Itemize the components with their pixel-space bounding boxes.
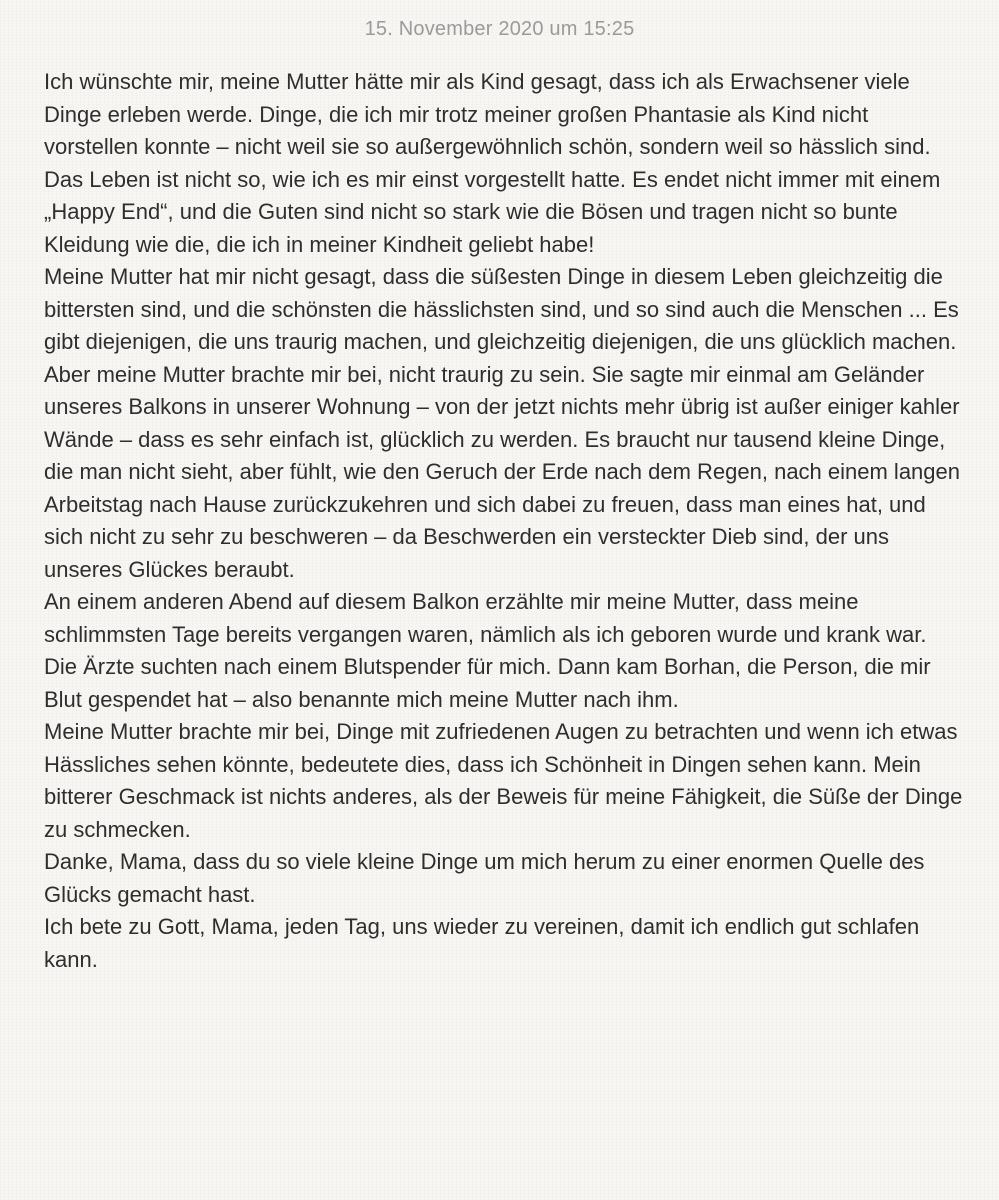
note-paragraph: Meine Mutter hat mir nicht gesagt, dass die süßesten Dinge in diesem Leben gleichzeitig die bittersten sind, und die schönsten die hässlichsten sind, und so sind auch die Menschen ... Es gibt diejenigen, die uns traurig machen, und gleichzeitig diejenigen, die uns glücklich machen. bbox=[44, 264, 959, 354]
note-body[interactable] bbox=[44, 66, 964, 976]
note-paragraph: Meine Mutter brachte mir bei, Dinge mit zufriedenen Augen zu betrachten und wenn ich etwas Hässliches sehen könnte, bedeutete dies, dass ich Schönheit in Dingen sehen kann. Mein bitterer Geschmack ist nichts anderes, als der Beweis für meine Fähigkeit, die Süße der Dinge zu schmecken. bbox=[44, 719, 963, 842]
note-timestamp: 15. November 2020 um 15:25 bbox=[364, 18, 635, 40]
note-paragraph: Das Leben ist nicht so, wie ich es mir einst vorgestellt hatte. Es endet nicht immer mit einem „Happy End“, und die Guten sind nicht so stark wie die Bösen und tragen nicht so bunte Kleidung wie die, die ich in meiner Kindheit geliebt habe! bbox=[44, 166, 941, 257]
note-paragraph: An einem anderen Abend auf diesem Balkon erzählte mir meine Mutter, dass meine schlimmsten Tage bereits vergangen waren, nämlich als ich geboren wurde und krank war. Die Ärzte suchten nach einem Blutspender für mich. Dann kam Borhan, die Person, die mir Blut gespendet hat – also benannte mich meine Mutter nach ihm. bbox=[44, 589, 931, 712]
note-paragraph: Ich bete zu Gott, Mama, jeden Tag, uns wieder zu vereinen, damit ich endlich gut schlafen kann. bbox=[44, 914, 920, 972]
note-paragraph: Danke, Mama, dass du so viele kleine Dinge um mich herum zu einer enormen Quelle des Glücks gemacht hast. bbox=[44, 849, 925, 907]
note-paragraph: Aber meine Mutter brachte mir bei, nicht traurig zu sein. Sie sagte mir einmal am Geländer unseres Balkons in unserer Wohnung – von der jetzt nichts mehr übrig ist außer einiger kahler Wände – dass es sehr einfach ist, glücklich zu werden. Es braucht nur tausend kleine Dinge, die man nicht sieht, aber fühlt, wie den Geruch der Erde nach dem Regen, nach einem langen Arbeitstag nach Hause zurückzukehren und sich dabei zu freuen, dass man eines hat, und sich nicht zu sehr zu beschweren – da Beschwerden ein versteckter Dieb sind, der uns unseres Glückes beraubt. bbox=[44, 361, 960, 582]
note-paragraph: Ich wünschte mir, meine Mutter hätte mir als Kind gesagt, dass ich als Erwachsener viele Dinge erleben werde. Dinge, die ich mir trotz meiner großen Phantasie als Kind nicht vorstellen konnte – nicht weil sie so außergewöhnlich schön, sondern weil so hässlich sind. bbox=[44, 69, 931, 159]
